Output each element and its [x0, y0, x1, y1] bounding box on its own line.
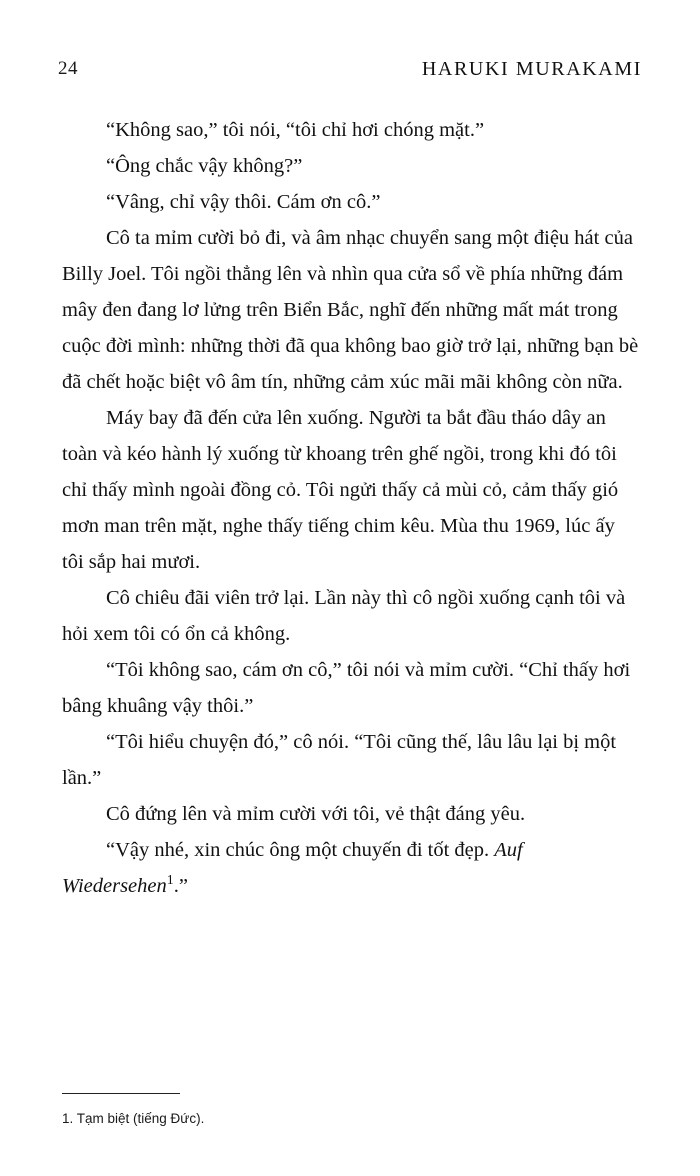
- footnote-marker: 1: [166, 873, 174, 889]
- paragraph: Cô chiêu đãi viên trở lại. Lần này thì cô ngồi xuống cạnh tôi và hỏi xem tôi có ổn cả không.: [62, 587, 626, 645]
- paragraph: “Vâng, chỉ vậy thôi. Cám ơn cô.”: [106, 191, 381, 213]
- footnote-text: 1. Tạm biệt (tiếng Đức).: [62, 1111, 205, 1126]
- paragraph: “Ông chắc vậy không?”: [106, 155, 303, 177]
- paragraph: Cô ta mỉm cười bỏ đi, và âm nhạc chuyển sang một điệu hát của Billy Joel. Tôi ngồi thẳng lên và nhìn qua cửa sổ về phía những đám mây đen đang lơ lửng trên Biển Bắc, nghĩ đến những mất mát trong cuộc đời mình: những thời đã qua không bao giờ trở lại, những bạn bè đã chết hoặc biệt vô âm tín, những cảm xúc mãi mãi không còn nữa.: [62, 227, 639, 393]
- paragraph: “Tôi hiểu chuyện đó,” cô nói. “Tôi cũng thế, lâu lâu lại bị một lần.”: [62, 731, 617, 789]
- paragraph: “Tôi không sao, cám ơn cô,” tôi nói và mỉm cười. “Chỉ thấy hơi bâng khuâng vậy thôi.”: [62, 659, 631, 717]
- page-number: 24: [58, 58, 78, 79]
- paragraph-with-footnote: [62, 832, 640, 904]
- paragraph: Cô đứng lên và mỉm cười với tôi, vẻ thật đáng yêu.: [106, 803, 526, 825]
- paragraph: Máy bay đã đến cửa lên xuống. Người ta bắt đầu tháo dây an toàn và kéo hành lý xuống từ khoang trên ghế ngồi, trong khi đó tôi chỉ thấy mình ngoài đồng cỏ. Tôi ngửi thấy cả mùi cỏ, cảm thấy gió mơn man trên mặt, nghe thấy tiếng chim kêu. Mùa thu 1969, lúc ấy tôi sắp hai mươi.: [62, 407, 619, 573]
- paragraph-text-before-italic: “Vậy nhé, xin chúc ông một chuyến đi tốt đẹp.: [106, 839, 495, 861]
- page-header: [58, 58, 642, 80]
- page-body: [62, 112, 640, 904]
- footnote-divider: [62, 1093, 180, 1094]
- running-head: HARUKI MURAKAMI: [421, 58, 642, 80]
- footnote-area: [62, 1093, 462, 1128]
- italic-phrase: Auf Wiedersehen: [62, 839, 523, 897]
- paragraph: “Không sao,” tôi nói, “tôi chỉ hơi chóng mặt.”: [106, 119, 485, 141]
- paragraph-text-after-italic: .”: [173, 875, 188, 897]
